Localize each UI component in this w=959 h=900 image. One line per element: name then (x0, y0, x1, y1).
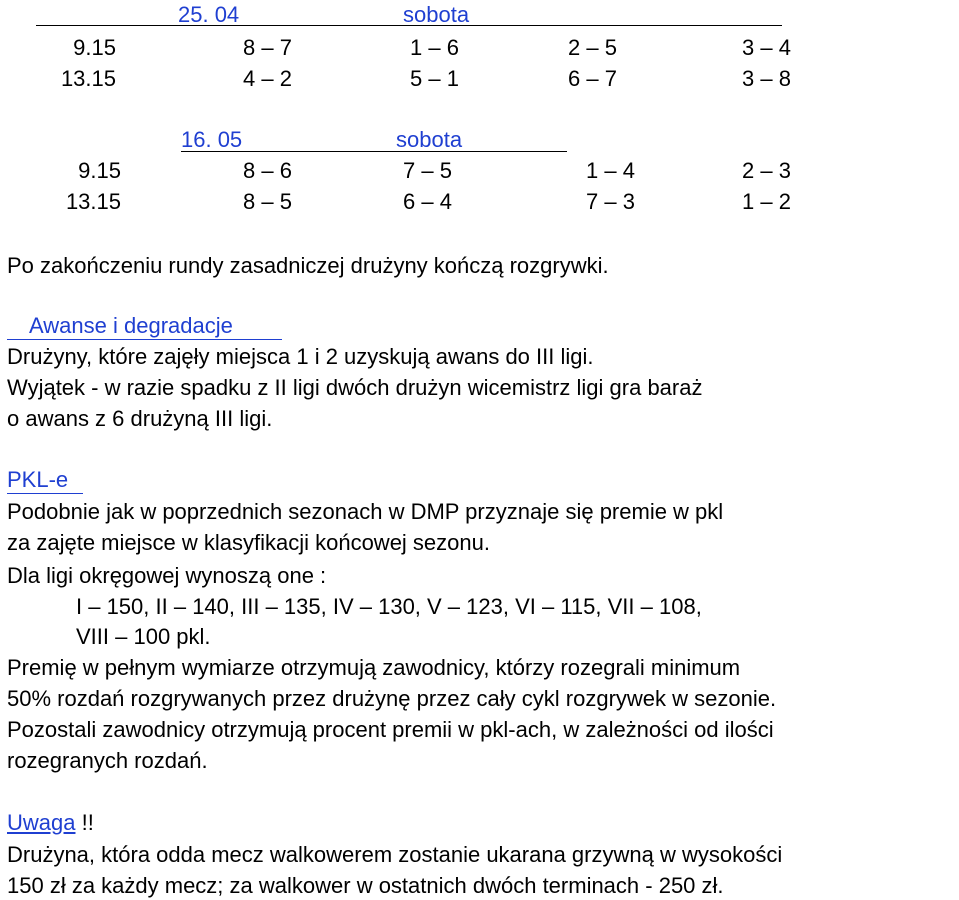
schedule-2-row-1-match-3: 1 – 4 (586, 158, 635, 183)
schedule-2-day: sobota (396, 127, 463, 152)
schedule-1-row-2-match-3: 6 – 7 (568, 66, 617, 91)
schedule-2-row-2-time: 13.15 (65, 189, 121, 214)
pkl-heading-underline (7, 493, 83, 494)
pkl-line-7: 50% rozdań rozgrywanych przez drużynę przez cały cykl rozgrywek w sezonie. (7, 686, 777, 711)
pkl-line-9: rozegranych rozdań. (7, 748, 208, 773)
schedule-2-row-2-match-1: 8 – 5 (243, 189, 292, 214)
promotion-heading: Awanse i degradacje (29, 313, 233, 338)
schedule-2-row-2-match-2: 6 – 4 (403, 189, 452, 214)
schedule-1-row-1-match-2: 1 – 6 (410, 35, 459, 60)
pkl-line-3: Dla ligi okręgowej wynoszą one : (7, 563, 327, 588)
schedule-2-row-2-match-4: 1 – 2 (742, 189, 791, 214)
schedule-1-day: sobota (403, 2, 470, 27)
schedule-2-row-1-match-2: 7 – 5 (403, 158, 452, 183)
schedule-1-row-1-match-1: 8 – 7 (243, 35, 292, 60)
pkl-line-8: Pozostali zawodnicy otrzymują procent premii w pkl-ach, w zależności od ilości (7, 717, 774, 742)
promotion-line-1: Drużyny, które zajęły miejsca 1 i 2 uzyskują awans do III ligi. (7, 344, 594, 369)
schedule-1-row-2-time: 13.15 (60, 66, 116, 91)
schedule-1-date: 25. 04 (178, 2, 240, 27)
schedule-2-date: 16. 05 (181, 127, 243, 152)
schedule-1-row-2-match-4: 3 – 8 (742, 66, 791, 91)
schedule-1-row-1-match-3: 2 – 5 (568, 35, 617, 60)
pkl-heading: PKL-e (7, 467, 69, 492)
end-of-round-text: Po zakończeniu rundy zasadniczej drużyny kończą rozgrywki. (7, 253, 609, 278)
schedule-1-row-2-match-2: 5 – 1 (410, 66, 459, 91)
warning-heading: Uwaga (7, 810, 76, 835)
warning-line-2: 150 zł za każdy mecz; za walkower w ostatnich dwóch terminach - 250 zł. (7, 873, 724, 898)
warning-heading-line (7, 810, 94, 836)
schedule-2-row-1-match-1: 8 – 6 (243, 158, 292, 183)
warning-line-1: Drużyna, która odda mecz walkowerem zostanie ukarana grzywną w wysokości (7, 842, 783, 867)
promotion-line-2: Wyjątek - w razie spadku z II ligi dwóch drużyn wicemistrz ligi gra baraż (7, 375, 703, 400)
schedule-2-row-2-match-3: 7 – 3 (586, 189, 635, 214)
pkl-ranks-line-1: I – 150, II – 140, III – 135, IV – 130, V – 123, VI – 115, VII – 108, (76, 594, 702, 619)
schedule-1-row-1-match-4: 3 – 4 (742, 35, 791, 60)
pkl-line-1: Podobnie jak w poprzednich sezonach w DMP przyznaje się premie w pkl (7, 499, 724, 524)
pkl-ranks-line-2: VIII – 100 pkl. (76, 624, 211, 649)
schedule-2-row-1-time: 9.15 (78, 158, 121, 183)
pkl-line-2: za zajęte miejsce w klasyfikacji końcowej sezonu. (7, 530, 490, 555)
promotion-heading-underline (7, 339, 282, 340)
schedule-2-row-1-match-4: 2 – 3 (742, 158, 791, 183)
promotion-line-3: o awans z 6 drużyną III ligi. (7, 406, 273, 431)
schedule-1-row-1-time: 9.15 (73, 35, 116, 60)
warning-exclamation: !! (75, 810, 94, 835)
schedule-1-row-2-match-1: 4 – 2 (243, 66, 292, 91)
pkl-line-6: Premię w pełnym wymiarze otrzymują zawodnicy, którzy rozegrali minimum (7, 655, 741, 680)
